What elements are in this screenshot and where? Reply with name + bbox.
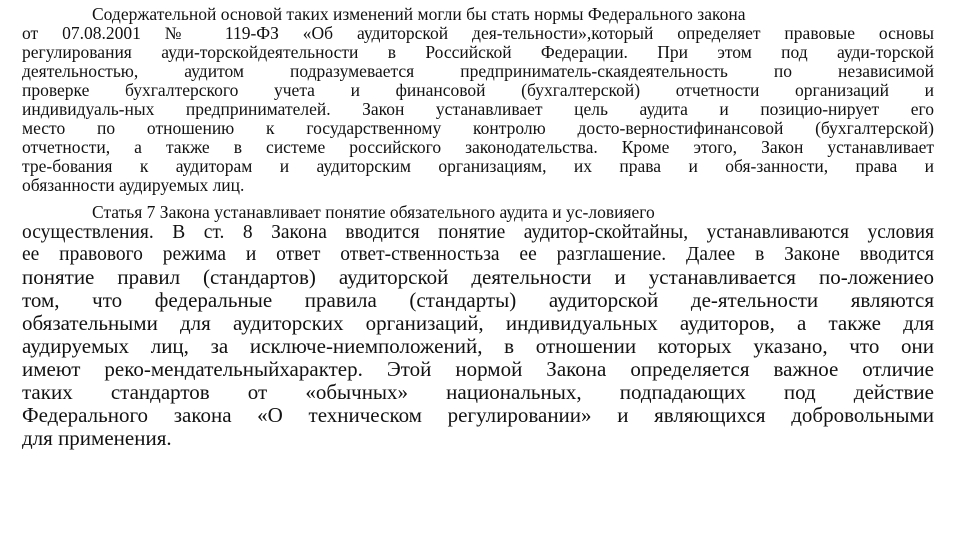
text-line: аудируемых лиц, за исключе-ниемположений, в отношении которых указано, что они [22, 336, 934, 358]
text-line: тре-бования к аудиторам и аудиторским организациям, их права и обя-занности, права и [22, 158, 934, 176]
text-line: обязанности аудируемых лиц. [22, 177, 245, 195]
text-line: Федерального закона «О техническом регулировании» и являющихся добровольными [22, 405, 934, 427]
text-line: от 07.08.2001 № 119-ФЗ «Об аудиторской дея-тельности»,который определяет правовые основы [22, 25, 934, 43]
text-line: имеют реко-мендательныйхарактер. Этой нормой Закона определяется важное отличие [22, 359, 934, 381]
paragraph-2 [22, 204, 934, 451]
paragraph-gap [22, 196, 934, 204]
text-line: ее правового режима и ответ ответ-ственностьза ее разглашение. Далее в Законе вводится [22, 245, 934, 265]
text-line: таких стандартов от «обычных» национальных, подпадающих под действие [22, 382, 934, 404]
text-line: деятельностью, аудитом подразумевается предприниматель-скаядеятельность по независимой [22, 63, 934, 81]
text-line: обязательными для аудиторских организаций, индивидуальных аудиторов, а также для [22, 313, 934, 335]
text-line: отчетности, а также в системе российского законодательства. Кроме этого, Закон устанавливает [22, 139, 934, 157]
text-line: для применения. [22, 428, 172, 450]
text-line: проверке бухгалтерского учета и финансовой (бухгалтерской) отчетности организаций и [22, 82, 934, 100]
text-line: индивидуаль-ных предпринимателей. Закон устанавливает цель аудита и позицио-нирует его [22, 101, 934, 119]
text-line: Статья 7 Закона устанавливает понятие обязательного аудита и ус-ловияего [92, 204, 655, 222]
text-line: регулирования ауди-торскойдеятельности в Российской Федерации. При этом под ауди-торской [22, 44, 934, 62]
document-page [22, 6, 934, 451]
text-line: Содержательной основой таких изменений могли бы стать нормы Федерального закона [92, 6, 746, 24]
text-line: понятие правил (стандартов) аудиторской деятельности и устанавливается по-ложениео [22, 267, 934, 289]
text-line: место по отношению к государственному контролю досто-верностифинансовой (бухгалтерской) [22, 120, 934, 138]
text-line: том, что федеральные правила (стандарты) аудиторской де-ятельности являются [22, 290, 934, 312]
text-line: осуществления. В ст. 8 Закона вводится понятие аудитор-скойтайны, устанавливаются условия [22, 223, 934, 243]
paragraph-1 [22, 6, 934, 196]
